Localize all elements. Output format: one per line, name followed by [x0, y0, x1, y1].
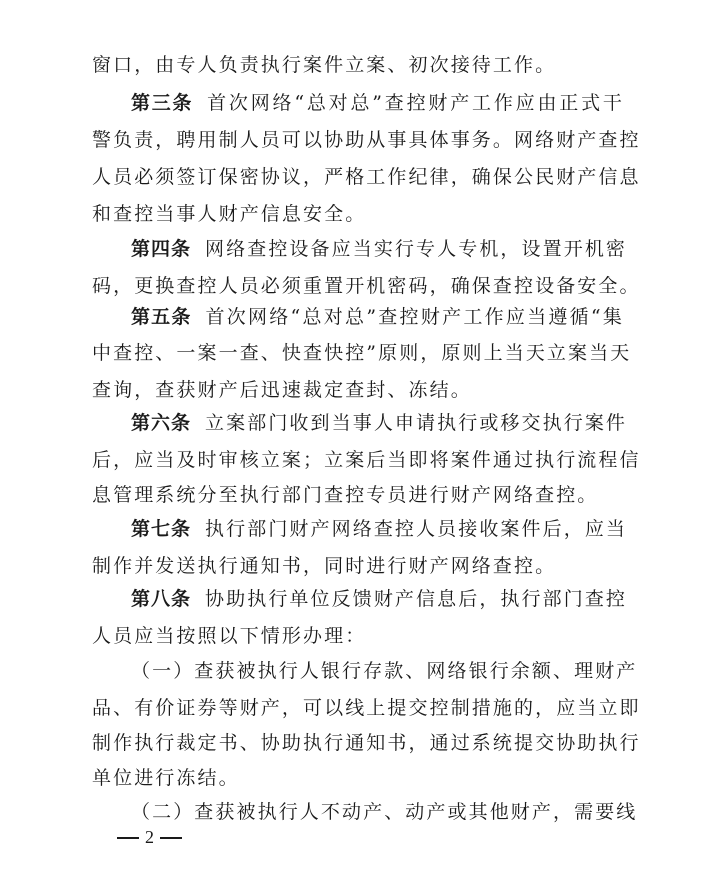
article-label: 第六条 [131, 412, 192, 434]
text-line: 单位进行冻结。 [92, 767, 240, 789]
text-line: 后，应当及时审核立案；立案后当即将案件通过执行流程信 [92, 449, 641, 471]
text-line: 和查控当事人财产信息安全。 [92, 203, 367, 225]
article-label: 第七条 [131, 518, 192, 540]
text-line: 制作并发送执行通知书，同时进行财产网络查控。 [92, 555, 557, 577]
article-3-heading: 第三条 首次网络“总对总”查控财产工作应由正式干 [131, 92, 624, 114]
text-line: 警负责，聘用制人员可以协助从事具体事务。网络财产查控 [92, 129, 641, 151]
article-5-heading: 第五条 首次网络“总对总”查控财产工作应当遵循“集 [131, 306, 624, 328]
page-number-value: 2 [145, 827, 154, 847]
article-label: 第八条 [131, 588, 192, 610]
clause-1: （一）查获被执行人银行存款、网络银行余额、理财产 [131, 660, 638, 682]
text-line: 品、有价证券等财产，可以线上提交控制措施的，应当立即 [92, 697, 641, 719]
text-line: 中查控、一案一查、快查快控”原则，原则上当天立案当天 [92, 342, 632, 364]
clause-2: （二）查获被执行人不动产、动产或其他财产，需要线 [131, 801, 638, 823]
dash-left [117, 837, 139, 839]
article-8-heading: 第八条 协助执行单位反馈财产信息后，执行部门查控 [131, 588, 628, 610]
text-line: 人员必须签订保密协议，严格工作纪律，确保公民财产信息 [92, 166, 641, 188]
article-label: 第三条 [131, 92, 194, 114]
text-line: 码，更换查控人员必须重置开机密码，确保查控设备安全。 [92, 275, 641, 297]
text-line: 制作执行裁定书、协助执行通知书，通过系统提交协助执行 [92, 732, 641, 754]
article-4-heading: 第四条 网络查控设备应当实行专人专机，设置开机密 [131, 238, 628, 260]
dash-right [160, 837, 182, 839]
text-line: 人员应当按照以下情形办理： [92, 625, 367, 647]
text-line: 息管理系统分至执行部门查控专员进行财产网络查控。 [92, 484, 599, 506]
article-label: 第四条 [131, 238, 192, 260]
article-7-heading: 第七条 执行部门财产网络查控人员接收案件后，应当 [131, 518, 628, 540]
text-line: 查询，查获财产后迅速裁定查封、冻结。 [92, 379, 472, 401]
page-number [117, 822, 182, 853]
text-line: 窗口，由专人负责执行案件立案、初次接待工作。 [92, 54, 557, 76]
article-6-heading: 第六条 立案部门收到当事人申请执行或移交执行案件 [131, 412, 628, 434]
article-label: 第五条 [131, 306, 192, 328]
